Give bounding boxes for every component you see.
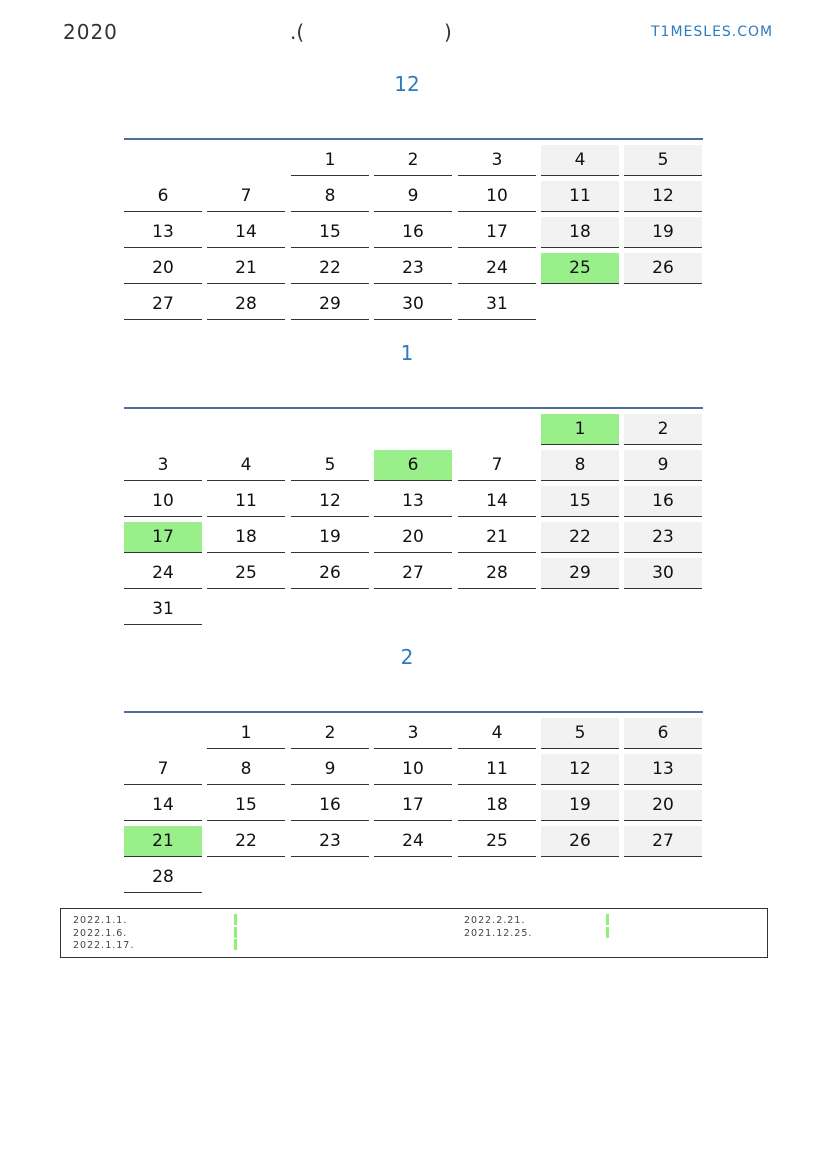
day-cell: 9: [624, 450, 702, 481]
day-cell: 15: [207, 790, 285, 821]
day-cell: 27: [124, 289, 202, 320]
month-rule: [124, 138, 703, 140]
day-cell: 6: [624, 718, 702, 749]
day-cell: 2: [291, 718, 369, 749]
day-cell: 6: [124, 181, 202, 212]
day-cell: 27: [624, 826, 702, 857]
header-year: 2020: [63, 20, 118, 44]
day-cell: 8: [207, 754, 285, 785]
day-cell: 21: [458, 522, 536, 553]
day-cell: 5: [291, 450, 369, 481]
holiday-marker: [234, 914, 237, 925]
day-cell: 7: [458, 450, 536, 481]
legend-left-markers: [234, 914, 237, 952]
day-cell: 31: [124, 594, 202, 625]
day-cell: 11: [207, 486, 285, 517]
day-cell: 7: [207, 181, 285, 212]
day-cell: 24: [124, 558, 202, 589]
day-cell: 22: [207, 826, 285, 857]
day-cell: 22: [541, 522, 619, 553]
legend-right-column: [464, 915, 532, 940]
day-cell: 29: [291, 289, 369, 320]
day-cell: 20: [624, 790, 702, 821]
holiday-marker: [234, 927, 237, 938]
day-cell: 14: [458, 486, 536, 517]
legend-date: 2021.12.25.: [464, 927, 533, 939]
day-cell: 25: [458, 826, 536, 857]
day-cell: 12: [624, 181, 702, 212]
holiday-marker: [606, 914, 609, 925]
day-cell: 8: [541, 450, 619, 481]
day-cell: 27: [374, 558, 452, 589]
month-rule: [124, 407, 703, 409]
day-cell: 4: [207, 450, 285, 481]
day-cell: 24: [374, 826, 452, 857]
day-cell: 4: [541, 145, 619, 176]
legend-date: 2022.1.1.: [73, 915, 128, 926]
day-cell: 17: [458, 217, 536, 248]
day-cell: 23: [374, 253, 452, 284]
day-cell: 3: [124, 450, 202, 481]
day-cell: 3: [374, 718, 452, 749]
day-cell: 29: [541, 558, 619, 589]
site-link[interactable]: T1MESLES.COM: [651, 24, 774, 40]
day-cell: 28: [458, 558, 536, 589]
legend-date: 2022.1.17.: [73, 940, 135, 951]
day-cell: 23: [291, 826, 369, 857]
day-cell: 12: [541, 754, 619, 785]
day-cell: 15: [291, 217, 369, 248]
day-cell: 12: [291, 486, 369, 517]
day-cell: 15: [541, 486, 619, 517]
day-cell: 2: [374, 145, 452, 176]
legend-date: 2022.1.6.: [73, 927, 128, 939]
day-cell: 8: [291, 181, 369, 212]
day-cell: 11: [541, 181, 619, 212]
month-rule: [124, 711, 703, 713]
day-cell: 13: [124, 217, 202, 248]
day-cell: 19: [291, 522, 369, 553]
day-cell: 31: [458, 289, 536, 320]
day-cell: 20: [124, 253, 202, 284]
day-cell: 1: [291, 145, 369, 176]
day-cell: 26: [541, 826, 619, 857]
day-cell: 17: [374, 790, 452, 821]
day-cell: 19: [624, 217, 702, 248]
day-cell: 20: [374, 522, 452, 553]
holiday-day-cell: 6: [374, 450, 452, 481]
holiday-day-cell: 1: [541, 414, 619, 445]
holiday-marker: [234, 939, 237, 950]
day-cell: 23: [624, 522, 702, 553]
day-cell: 4: [458, 718, 536, 749]
day-cell: 16: [291, 790, 369, 821]
day-cell: 16: [374, 217, 452, 248]
day-cell: 10: [458, 181, 536, 212]
holiday-day-cell: 17: [124, 522, 202, 553]
day-cell: 25: [207, 558, 285, 589]
holiday-day-cell: 21: [124, 826, 202, 857]
day-cell: 13: [624, 754, 702, 785]
holiday-legend: [60, 908, 768, 958]
day-cell: 18: [458, 790, 536, 821]
day-cell: 21: [207, 253, 285, 284]
day-cell: 28: [124, 862, 202, 893]
holiday-day-cell: 25: [541, 253, 619, 284]
day-cell: 14: [207, 217, 285, 248]
day-cell: 13: [374, 486, 452, 517]
day-cell: 16: [624, 486, 702, 517]
day-cell: 30: [374, 289, 452, 320]
day-cell: 2: [624, 414, 702, 445]
day-cell: 3: [458, 145, 536, 176]
holiday-marker: [606, 927, 609, 938]
day-cell: 11: [458, 754, 536, 785]
legend-left-column: [73, 915, 134, 953]
day-cell: 14: [124, 790, 202, 821]
day-cell: 18: [207, 522, 285, 553]
day-cell: 9: [374, 181, 452, 212]
month-title: 2: [400, 645, 414, 669]
day-cell: 1: [207, 718, 285, 749]
legend-right-markers: [606, 914, 609, 939]
day-cell: 10: [374, 754, 452, 785]
day-cell: 22: [291, 253, 369, 284]
day-cell: 5: [624, 145, 702, 176]
day-cell: 24: [458, 253, 536, 284]
day-cell: 18: [541, 217, 619, 248]
header-title-suffix: ): [444, 20, 452, 44]
day-cell: 5: [541, 718, 619, 749]
day-cell: 28: [207, 289, 285, 320]
day-cell: 26: [624, 253, 702, 284]
day-cell: 10: [124, 486, 202, 517]
legend-date: 2022.2.21.: [464, 915, 526, 926]
day-cell: 9: [291, 754, 369, 785]
day-cell: 30: [624, 558, 702, 589]
month-title: 12: [394, 72, 420, 96]
day-cell: 19: [541, 790, 619, 821]
day-cell: 26: [291, 558, 369, 589]
header-title-prefix: .(: [290, 20, 305, 44]
day-cell: 7: [124, 754, 202, 785]
month-title: 1: [400, 341, 414, 365]
